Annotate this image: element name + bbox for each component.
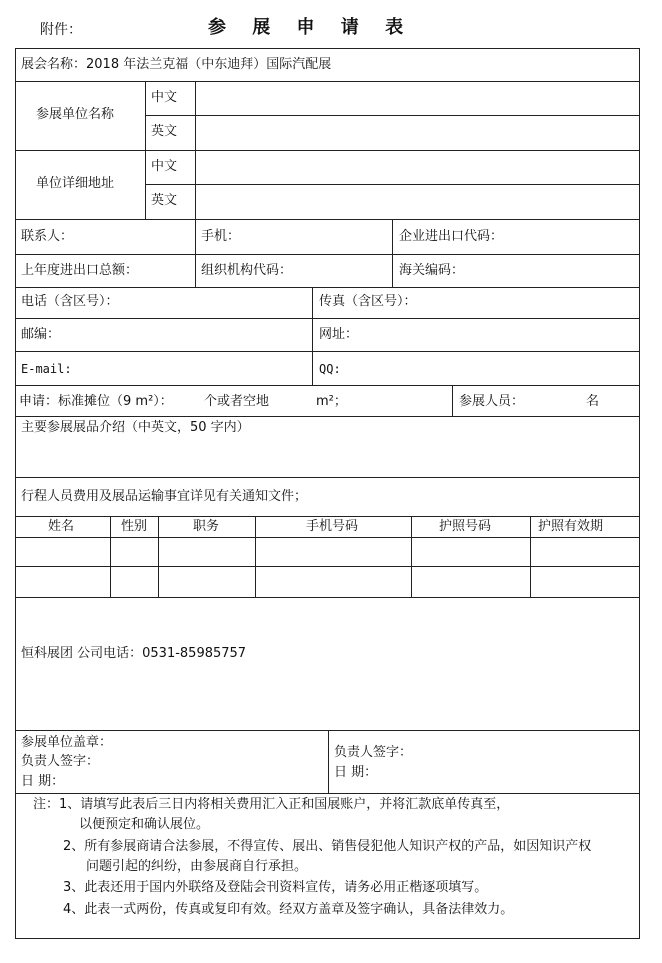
customs-code-label: 海关编码： — [399, 263, 465, 278]
export-code-label: 企业进出口代码： — [399, 229, 504, 244]
or-space-label: 个或者空地 — [204, 394, 270, 409]
zip-label: 邮编： — [21, 327, 61, 342]
unit-name-cn-field[interactable] — [196, 82, 639, 115]
exhibition-name: 展会名称：2018 年法兰克福（中东迪拜）国际汽配展 — [21, 57, 332, 72]
unit-name-en-label: 英文 — [151, 124, 178, 139]
page-title: 参 展 申 请 表 — [208, 17, 414, 38]
col-header-gender: 性别 — [121, 519, 148, 534]
unit-address-label: 单位详细地址 — [36, 176, 115, 191]
left-signer-label: 负责人签字： — [21, 754, 100, 769]
col-header-mobile: 手机号码 — [306, 519, 359, 534]
unit-name-cn-label: 中文 — [151, 90, 178, 105]
fax-label: 传真（含区号）： — [319, 294, 417, 309]
email-label: E-mail: — [21, 362, 72, 376]
unit-name-en-field[interactable] — [196, 116, 639, 150]
note-4: 4、此表一式两份，传真或复印有效。经双方盖章及签字确认，具备法律效力。 — [63, 902, 514, 917]
col-header-position: 职务 — [193, 519, 220, 534]
col-header-name: 姓名 — [48, 519, 75, 534]
travel-note: 行程人员费用及展品运输事宜详见有关通知文件； — [21, 489, 308, 504]
booth-apply-label: 申请：标准摊位（9 m²）： — [19, 394, 173, 409]
table-row[interactable] — [16, 567, 639, 597]
col-header-passport: 护照号码 — [439, 519, 492, 534]
exhibits-intro-field[interactable] — [16, 438, 639, 476]
staff-count-unit: 名 — [586, 394, 600, 409]
unit-address-cn-label: 中文 — [151, 159, 178, 174]
note-2-cont: 问题引起的纠纷，由参展商自行承担。 — [86, 859, 308, 874]
unit-seal-label: 参展单位盖章： — [21, 735, 113, 750]
right-date-label: 日 期： — [334, 765, 378, 780]
attachment-label: 附件： — [40, 22, 82, 38]
organizer-contact: 恒科展团 公司电话：0531-85985757 — [21, 646, 247, 661]
note-2: 2、所有参展商请合法参展，不得宣传、展出、销售侵犯他人知识产权的产品，如因知识产权 — [63, 839, 592, 854]
sqm-label: m²； — [316, 394, 347, 409]
unit-address-en-field[interactable] — [196, 185, 639, 219]
left-date-label: 日 期： — [21, 774, 65, 789]
staff-count-label: 参展人员： — [459, 394, 525, 409]
unit-address-cn-field[interactable] — [196, 151, 639, 184]
website-label: 网址： — [319, 327, 359, 342]
note-1: 注：1、请填写此表后三日内将相关费用汇入正和国展账户，并将汇款底单传真至， — [33, 797, 510, 812]
right-signer-label: 负责人签字： — [334, 745, 413, 760]
qq-label: QQ: — [319, 362, 341, 376]
note-1-cont: 以便预定和确认展位。 — [79, 817, 210, 832]
table-row[interactable] — [16, 538, 639, 566]
col-header-passport-expiry: 护照有效期 — [538, 519, 604, 534]
unit-name-label: 参展单位名称 — [36, 107, 115, 122]
org-code-label: 组织机构代码： — [201, 263, 293, 278]
exhibits-intro-label: 主要参展展品介绍（中英文，50 字内） — [21, 420, 250, 435]
contact-person-label: 联系人： — [21, 229, 74, 244]
tel-label: 电话（含区号）： — [21, 294, 119, 309]
last-year-total-label: 上年度进出口总额： — [21, 263, 139, 278]
mobile-label: 手机： — [201, 229, 241, 244]
note-3: 3、此表还用于国内外联络及登陆会刊资料宣传，请务必用正楷逐项填写。 — [63, 880, 488, 895]
unit-address-en-label: 英文 — [151, 193, 178, 208]
